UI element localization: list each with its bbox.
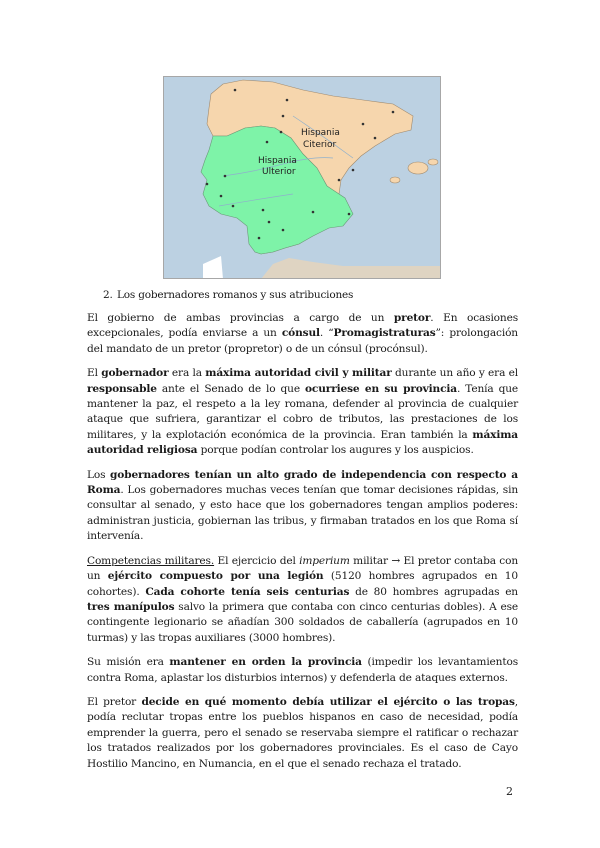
paragraph-gobernador: El gobernador era la máxima autoridad civil y militar durante un año y era el responsable ante el Senado de lo que ocurriese en su provincia. Tenía que mantener la paz, el respeto a la ley romana, defender al provincia de cualquier ataque que sufriera, garantizar el cobro de tributos, las prestaciones de los militares, y la explotación económica de la provincia. Eran también la máxima autoridad religiosa porque podían controlar los augures y los auspicios. bbox=[87, 367, 518, 457]
map-svg bbox=[163, 76, 441, 279]
ulterior-label-line1: Hispania bbox=[258, 156, 297, 166]
section-title: Los gobernadores romanos y sus atribuciones bbox=[117, 289, 354, 301]
citerior-label-line2: Citerior bbox=[303, 140, 337, 150]
citerior-label-line1: Hispania bbox=[301, 128, 340, 138]
section-heading bbox=[103, 289, 353, 301]
map-hispania-provinces bbox=[163, 76, 441, 279]
ulterior-label-line2: Ulterior bbox=[262, 167, 296, 177]
section-number: 2. bbox=[103, 289, 113, 301]
mallorca-island bbox=[408, 162, 428, 174]
paragraph-pretor: El gobierno de ambas provincias a cargo de un pretor. En ocasiones excepcionales, podía enviarse a un cónsul. “Promagistraturas”: prolongación del mandato de un pretor (propretor) o de un cónsul (procónsul). bbox=[87, 312, 518, 355]
ibiza-island bbox=[390, 177, 400, 183]
page-number: 2 bbox=[506, 785, 513, 798]
paragraph-independencia: Los gobernadores tenían un alto grado de independencia con respecto a Roma. Los gobernadores muchas veces tenían que tomar decisiones rápidas, sin consultar al senado, y esto hace que los gobernadores tengan amplios poderes: administran justicia, gobiernan las tribus, y firmaban tratados en los que Roma sí intervenía. bbox=[87, 468, 518, 543]
paragraph-ejercito: El pretor decide en qué momento debía utilizar el ejército o las tropas, podía reclutar tropas entre los pueblos hispanos en caso de necesidad, podía emprender la guerra, pero el senado se reservaba siempre el ratificar o rechazar los tratados realizados por los gobernadores provinciales. Es el caso de Cayo Hostilio Mancino, en Numancia, en el que el senado rechaza el tratado. bbox=[87, 695, 518, 770]
paragraph-mision: Su misión era mantener en orden la provincia (impedir los levantamientos contra Roma, aplastar los disturbios internos) y defenderla de ataques externos. bbox=[87, 656, 518, 684]
content-body bbox=[87, 311, 518, 781]
menorca-island bbox=[428, 159, 438, 165]
paragraph-competencias-militares: Competencias militares. El ejercicio del imperium militar → El pretor contaba con un ejército compuesto por una legión (5120 hombres agrupados en 10 cohortes). Cada cohorte tenía seis centurias de 80 hombres agrupadas en tres manípulos salvo la primera que contaba con cinco centurias dobles). A ese contingente legionario se añadían 300 soldados de caballería (agrupados en 10 turmas) y las tropas auxiliares (3000 hombres). bbox=[87, 554, 518, 644]
